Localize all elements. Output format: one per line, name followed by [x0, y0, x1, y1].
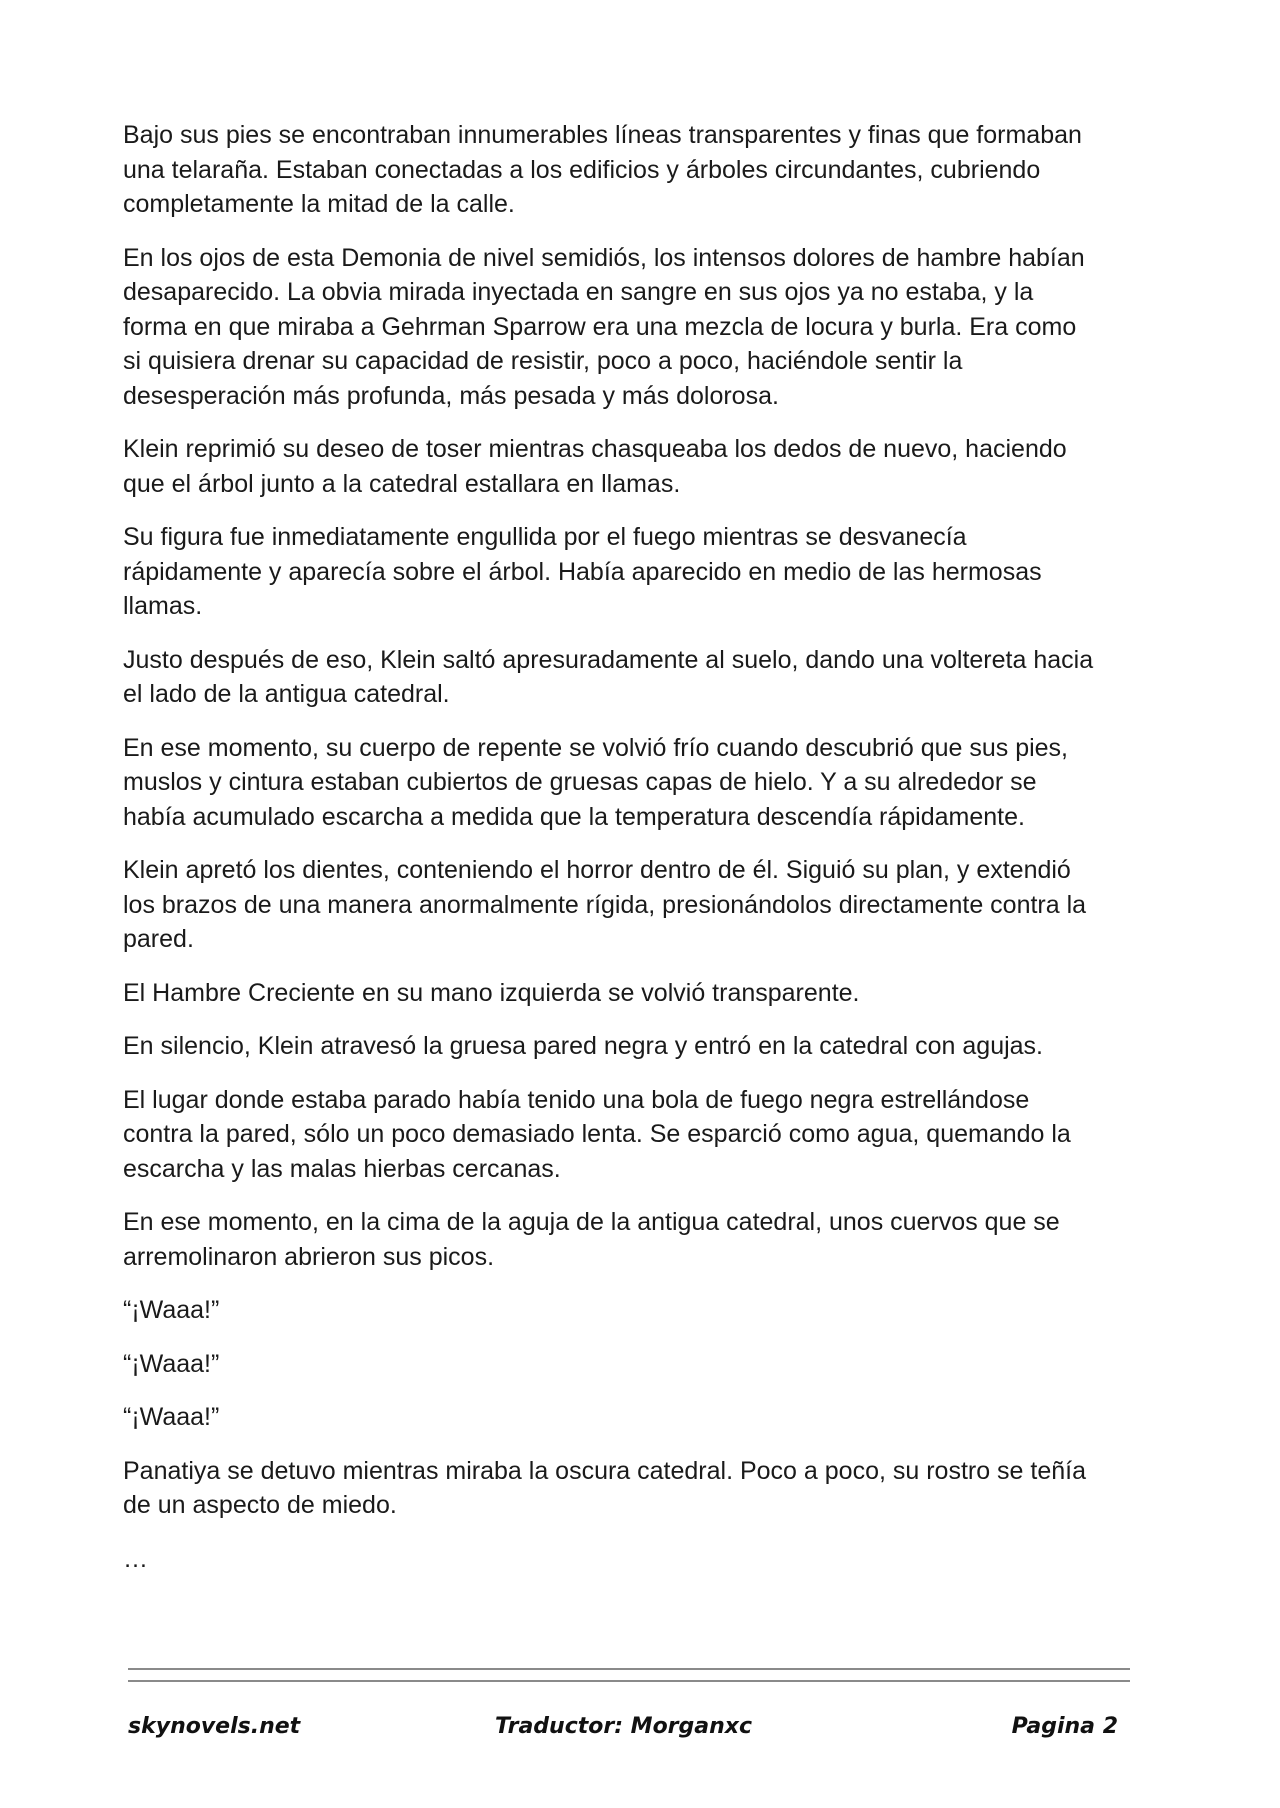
paragraph: Bajo sus pies se encontraban innumerables líneas transparentes y finas que formaban una telaraña. Estaban conectadas a los edificios y árboles circundantes, cubriendo completamente la mitad de la calle. [123, 121, 1082, 218]
footer-page-number: Pagina 2 [1011, 1714, 1118, 1739]
dialogue-line: “¡Waaa!” [123, 1403, 220, 1431]
ellipsis-break: … [123, 1544, 148, 1573]
paragraph: Panatiya se detuvo mientras miraba la oscura catedral. Poco a poco, su rostro se teñía de un aspecto de miedo. [123, 1456, 1087, 1519]
paragraph: Su figura fue inmediatamente engullida por el fuego mientras se desvanecía rápidamente y aparecía sobre el árbol. Había aparecido en medio de las hermosas llamas. [123, 523, 1042, 620]
paragraph: En los ojos de esta Demonia de nivel semidiós, los intensos dolores de hambre habían desaparecido. La obvia mirada inyectada en sangre en sus ojos ya no estaba, y la forma en que miraba a Gehrman Sparrow era una mezcla de locura y burla. Era como si quisiera drenar su capacidad de resistir, poco a poco, haciéndole sentir la desesperación más profunda, más pesada y más dolorosa. [123, 243, 1085, 410]
page-footer [128, 1714, 1130, 1746]
paragraph: En silencio, Klein atravesó la gruesa pared negra y entró en la catedral con agujas. [123, 1032, 1044, 1060]
paragraph: Klein apretó los dientes, conteniendo el horror dentro de él. Siguió su plan, y extendió los brazos de una manera anormalmente rígida, presionándolos directamente contra la pared. [123, 856, 1087, 953]
footer-site: skynovels.net [128, 1714, 301, 1739]
paragraph: Klein reprimió su deseo de toser mientras chasqueaba los dedos de nuevo, haciendo que el árbol junto a la catedral estallara en llamas. [123, 435, 1067, 498]
paragraph: En ese momento, su cuerpo de repente se volvió frío cuando descubrió que sus pies, muslos y cintura estaban cubiertos de gruesas capas de hielo. Y a su alrededor se había acumulado escarcha a medida que la temperatura descendía rápidamente. [123, 733, 1069, 831]
dialogue-line: “¡Waaa!” [123, 1296, 220, 1324]
footer-divider-bottom [128, 1680, 1130, 1682]
paragraph: Justo después de eso, Klein saltó apresuradamente al suelo, dando una voltereta hacia el lado de la antigua catedral. [123, 645, 1094, 708]
paragraph: El lugar donde estaba parado había tenido una bola de fuego negra estrellándose contra la pared, sólo un poco demasiado lenta. Se esparció como agua, quemando la escarcha y las malas hierbas cercanas. [123, 1085, 1071, 1183]
footer-translator: Traductor: Morganxc [495, 1714, 753, 1739]
footer-divider-top [128, 1668, 1130, 1670]
body-text [123, 118, 1158, 1595]
dialogue-line: “¡Waaa!” [123, 1349, 220, 1378]
paragraph: El Hambre Creciente en su mano izquierda se volvió transparente. [123, 978, 860, 1007]
paragraph: En ese momento, en la cima de la aguja de la antigua catedral, unos cuervos que se arremolinaron abrieron sus picos. [123, 1208, 1060, 1271]
